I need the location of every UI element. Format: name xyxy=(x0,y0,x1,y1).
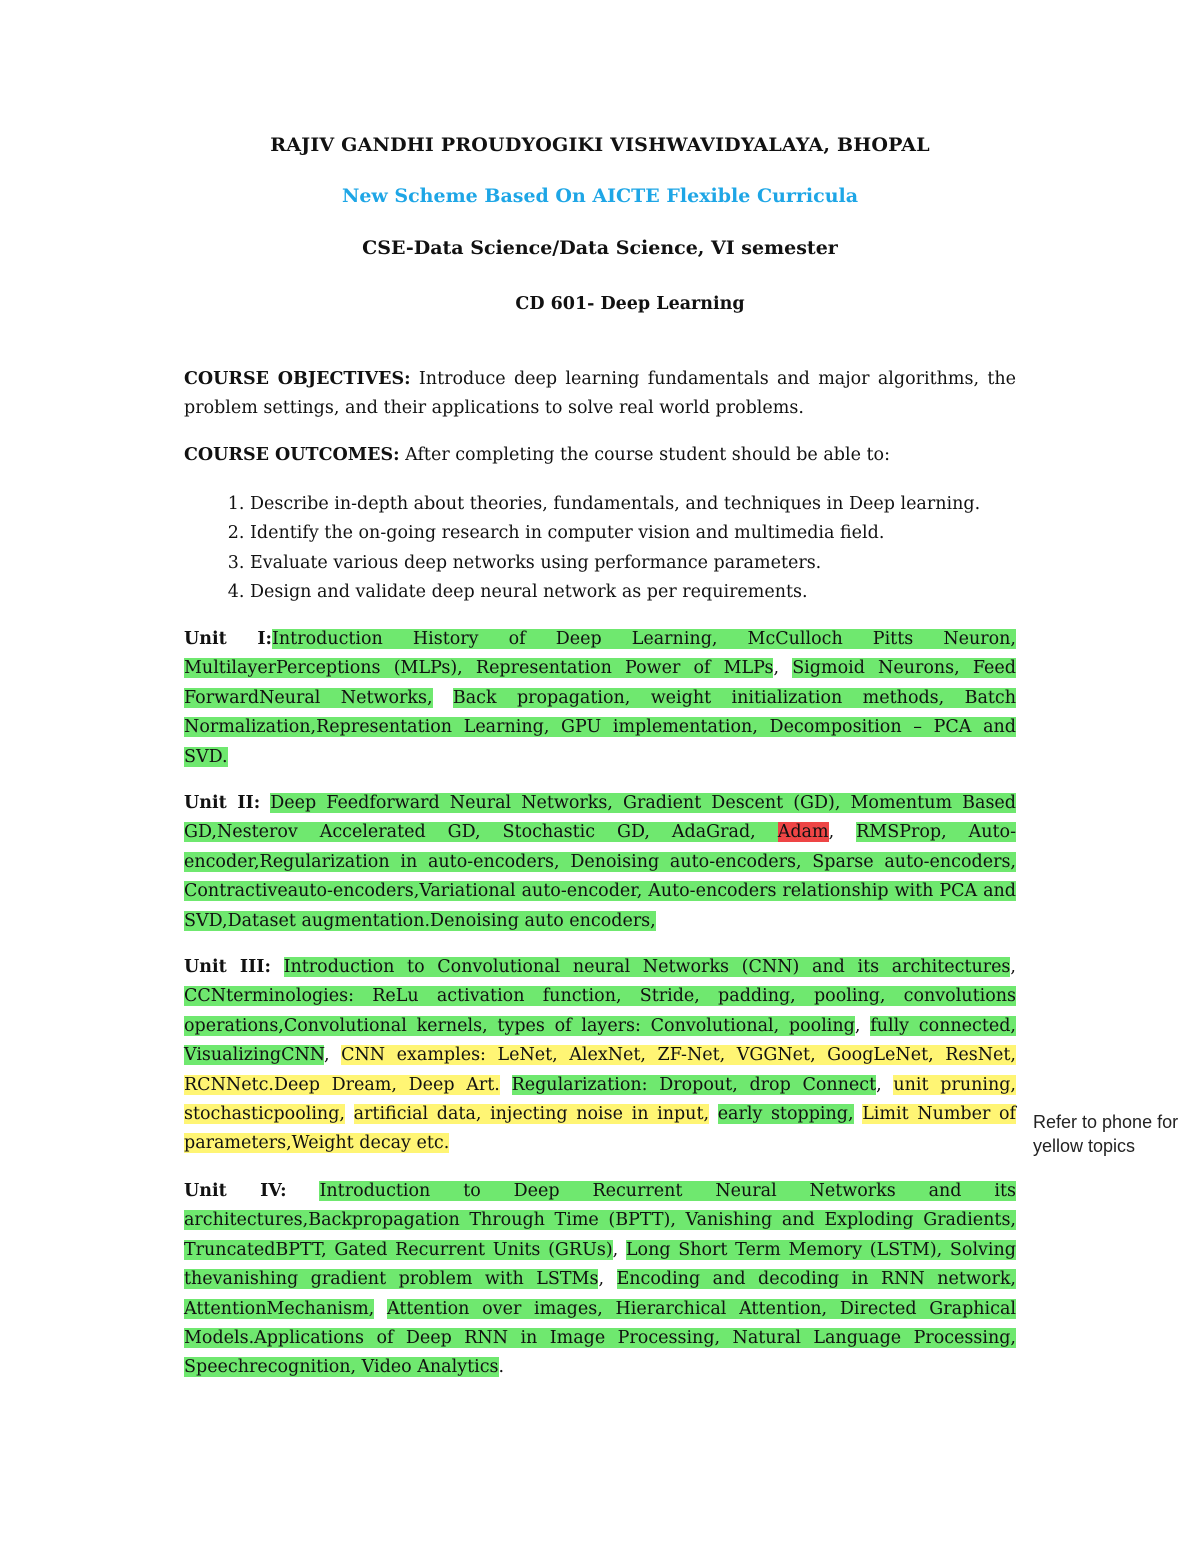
separator-text: . xyxy=(498,1357,505,1378)
topic-red-highlight: Adam xyxy=(777,822,829,843)
topic-green-highlight: Sigmoid Neurons, Feed ForwardNeural Networks, xyxy=(184,658,1016,708)
separator-text xyxy=(345,1104,354,1124)
unit-topics xyxy=(184,957,1016,1153)
unit-topics xyxy=(184,793,1016,931)
topic-yellow-highlight: unit pruning, stochasticpooling, xyxy=(184,1074,1016,1125)
topic-yellow-highlight: CNN examples: LeNet, AlexNet, ZF-Net, VGGNet, GoogLeNet, ResNet, RCNNetc.Deep Dream, Deep Art. xyxy=(184,1045,1016,1095)
separator-text xyxy=(500,1075,512,1095)
objectives-label: COURSE OBJECTIVES: xyxy=(184,369,411,389)
separator-text xyxy=(374,1299,387,1319)
unit-4 xyxy=(184,1177,1016,1383)
side-note: Refer to phone for yellow topics xyxy=(1033,1112,1179,1156)
scheme-subtitle: New Scheme Based On AICTE Flexible Curricula xyxy=(341,185,859,207)
separator-text xyxy=(433,688,453,708)
separator-text xyxy=(271,957,284,977)
unit-label: Unit III: xyxy=(184,957,271,977)
topic-green-highlight: Back propagation, weight initialization methods, Batch Normalization,Representation Learning, GPU implementation, Decomposition – PCA and SVD. xyxy=(184,687,1016,767)
list-item: 3. Evaluate various deep networks using performance parameters. xyxy=(250,549,1050,578)
outcomes-intro: After completing the course student should be able to: xyxy=(399,445,890,465)
branch-semester: CSE-Data Science/Data Science, VI semester xyxy=(362,237,838,259)
separator-text: , xyxy=(854,1015,871,1036)
course-outcomes xyxy=(184,441,1016,470)
unit-label: Unit I: xyxy=(184,629,272,649)
objectives-text: Introduce deep learning fundamentals and major algorithms, the problem settings, and their applications to solve real world problems. xyxy=(184,369,1016,419)
course-title: CD 601- Deep Learning xyxy=(515,294,745,314)
unit-label: Unit IV: xyxy=(184,1181,287,1201)
unit-1 xyxy=(184,625,1016,772)
topic-green-highlight: Introduction to Convolutional neural Networks (CNN) and its architectures xyxy=(283,957,1011,977)
topic-yellow-highlight: Limit Number of parameters,Weight decay etc. xyxy=(184,1104,1016,1154)
topic-green-highlight: AttentionMechanism, xyxy=(184,1298,375,1319)
topic-green-highlight: Encoding and decoding in RNN network, xyxy=(616,1269,1016,1290)
separator-text: , xyxy=(324,1045,342,1066)
topic-green-highlight: fully connected, VisualizingCNN xyxy=(184,1015,1016,1066)
topic-green-highlight: Regularization: Dropout, drop Connect xyxy=(511,1074,877,1095)
separator-text: , xyxy=(828,822,857,843)
unit-2 xyxy=(184,789,1016,936)
topic-green-highlight: Introduction to Deep Recurrent Neural Networks and its architectures,Backpropagation Through Time (BPTT), Vanishing and Exploding Gradients, TruncatedBPTT, Gated Recurrent Units (GRUs) xyxy=(184,1181,1016,1260)
list-item: 4. Design and validate deep neural network as per requirements. xyxy=(250,578,1050,607)
course-objectives xyxy=(184,365,1016,424)
outcomes-list xyxy=(217,490,1050,607)
separator-text xyxy=(854,1104,863,1124)
list-item: 1. Describe in-depth about theories, fundamentals, and techniques in Deep learning. xyxy=(250,490,1050,519)
topic-green-highlight: Attention over images, Hierarchical Attention, Directed Graphical Models.Applications of Deep RNN in Image Processing, Natural Language Processing, Speechrecognition, Video Analytics xyxy=(184,1298,1016,1378)
topic-green-highlight: Long Short Term Memory (LSTM), Solving thevanishing gradient problem with LSTMs xyxy=(184,1239,1016,1290)
unit-topics xyxy=(184,1181,1016,1377)
outcomes-label: COURSE OUTCOMES: xyxy=(184,445,400,465)
topic-green-highlight: Introduction History of Deep Learning, McCulloch Pitts Neuron, MultilayerPerceptions (MLPs), Representation Power of MLPs xyxy=(184,629,1016,679)
unit-label: Unit II: xyxy=(184,793,261,813)
separator-text: , xyxy=(773,658,793,679)
unit-3 xyxy=(184,953,1016,1159)
separator-text xyxy=(260,793,270,813)
university-title: RAJIV GANDHI PROUDYOGIKI VISHWAVIDYALAYA, BHOPAL xyxy=(270,134,930,156)
separator-text xyxy=(287,1181,320,1201)
separator-text: , xyxy=(876,1074,894,1095)
separator-text: , xyxy=(598,1269,617,1290)
separator-text: , xyxy=(612,1239,626,1260)
topic-green-highlight: RMSProp, Auto-encoder,Regularization in auto-encoders, Denoising auto-encoders, Sparse auto-encoders, Contractiveauto-encoders,Variational auto-encoder, Auto-encoders relationship with PCA and SVD,Dataset augmentation.Denoising auto encoders, xyxy=(184,822,1016,931)
list-item: 2. Identify the on-going research in computer vision and multimedia field. xyxy=(250,519,1050,548)
topic-green-highlight: early stopping, xyxy=(717,1104,854,1125)
topic-yellow-highlight: artificial data, injecting noise in input, xyxy=(353,1104,710,1125)
separator-text: , xyxy=(1010,957,1016,977)
topic-green-highlight: Deep Feedforward Neural Networks, Gradient Descent (GD), Momentum Based GD,Nesterov Accelerated GD, Stochastic GD, AdaGrad, xyxy=(184,793,1016,843)
unit-topics xyxy=(184,629,1016,767)
topic-green-highlight: CCNterminologies: ReLu activation function, Stride, padding, pooling, convolutions operations,Convolutional kernels, types of layers: Convolutional, pooling xyxy=(184,986,1016,1036)
separator-text xyxy=(709,1104,718,1124)
